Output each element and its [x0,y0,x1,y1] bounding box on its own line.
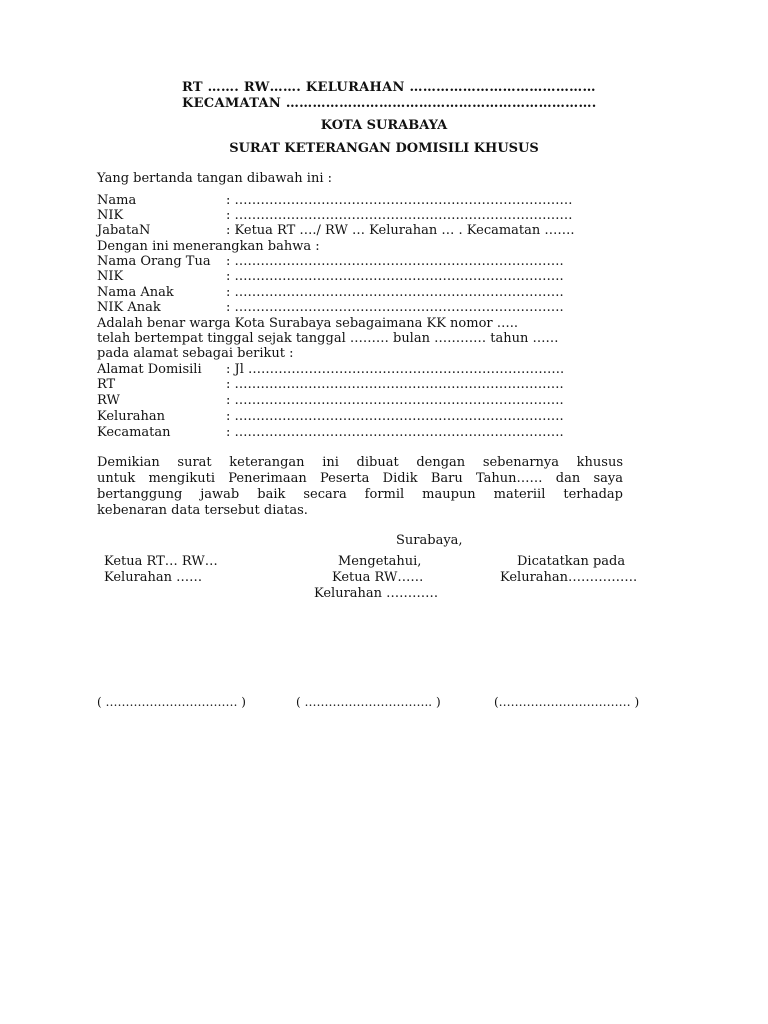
signature-blank-kelurahan: (…………………………… ) [494,695,640,709]
field-label-rt: RT [97,377,116,392]
city-heading: KOTA SURABAYA [320,118,448,133]
intro-text: Yang bertanda tangan dibawah ini : [97,171,332,186]
field-label-kecamatan: Kecamatan [97,425,171,440]
field-label-jabatan: JabataN [97,223,151,238]
statement-line-1: Adalah benar warga Kota Surabaya sebagaimana KK nomor ….. [97,316,519,331]
field-value-alamat: : Jl ………………………………………………………………. [226,362,565,377]
closing-line-4: kebenaran data tersebut diatas. [97,503,308,518]
field-label-nik-orang-tua: NIK [97,269,124,284]
signature-blank-rw: ( ………………………….. ) [296,695,441,709]
field-value-kelurahan: : …………………………………………………………………. [226,409,564,424]
sig-col3-line1: Dicatatkan pada [517,554,626,569]
sig-col1-line2: Kelurahan …… [104,570,203,585]
field-label-kelurahan: Kelurahan [97,409,166,424]
document-title: SURAT KETERANGAN DOMISILI KHUSUS [229,141,539,156]
sig-col2-line1: Mengetahui, [338,554,422,569]
field-value-rt: : …………………………………………………………………. [226,377,564,392]
sig-col2-line2: Ketua RW…… [332,570,424,585]
field-value-nik-orang-tua: : …………………………………………………………………. [226,269,564,284]
closing-paragraph [97,455,623,519]
sig-col1-line1: Ketua RT… RW… [104,554,218,569]
field-value-rw: : …………………………………………………………………. [226,393,564,408]
field-value-nama: : …………………………………………………………………… [226,193,573,208]
signature-blank-rt: ( …………………………… ) [97,695,246,709]
field-value-nik-anak: : …………………………………………………………………. [226,300,564,315]
statement-line-3: pada alamat sebagai berikut : [97,346,294,361]
declaration-text: Dengan ini menerangkan bahwa : [97,239,320,254]
field-value-nama-anak: : …………………………………………………………………. [226,285,564,300]
field-label-alamat: Alamat Domisili [97,362,202,377]
header-rt-rw-line: RT ……. RW……. KELURAHAN …………………………………… [182,80,596,95]
place-text: Surabaya, [396,533,463,548]
field-value-nama-orang-tua: : …………………………………………………………………. [226,254,564,269]
field-label-nik: NIK [97,208,124,223]
field-label-rw: RW [97,393,120,408]
field-label-nik-anak: NIK Anak [97,300,161,315]
field-label-nama-anak: Nama Anak [97,285,174,300]
closing-line-3: bertanggung jawab baik secara formil maupun materiil terhadap [97,487,623,502]
sig-col3-line2: Kelurahan……………. [500,570,638,585]
field-value-jabatan: : Ketua RT …./ RW … Kelurahan … . Kecamatan ……. [226,223,575,238]
sig-col2-line3: Kelurahan ………… [314,586,439,601]
field-value-nik: : …………………………………………………………………… [226,208,573,223]
closing-line-2: untuk mengikuti Penerimaan Peserta Didik Baru Tahun…… dan saya [97,471,623,486]
statement-line-2: telah bertempat tinggal sejak tanggal ……… bulan ………… tahun …… [97,331,559,346]
header-kecamatan-line: KECAMATAN ……………………………………………………………. [182,96,597,111]
field-value-kecamatan: : …………………………………………………………………. [226,425,564,440]
field-label-nama: Nama [97,193,137,208]
field-label-nama-orang-tua: Nama Orang Tua [97,254,211,269]
closing-line-1: Demikian surat keterangan ini dibuat dengan sebenarnya khusus [97,455,623,470]
